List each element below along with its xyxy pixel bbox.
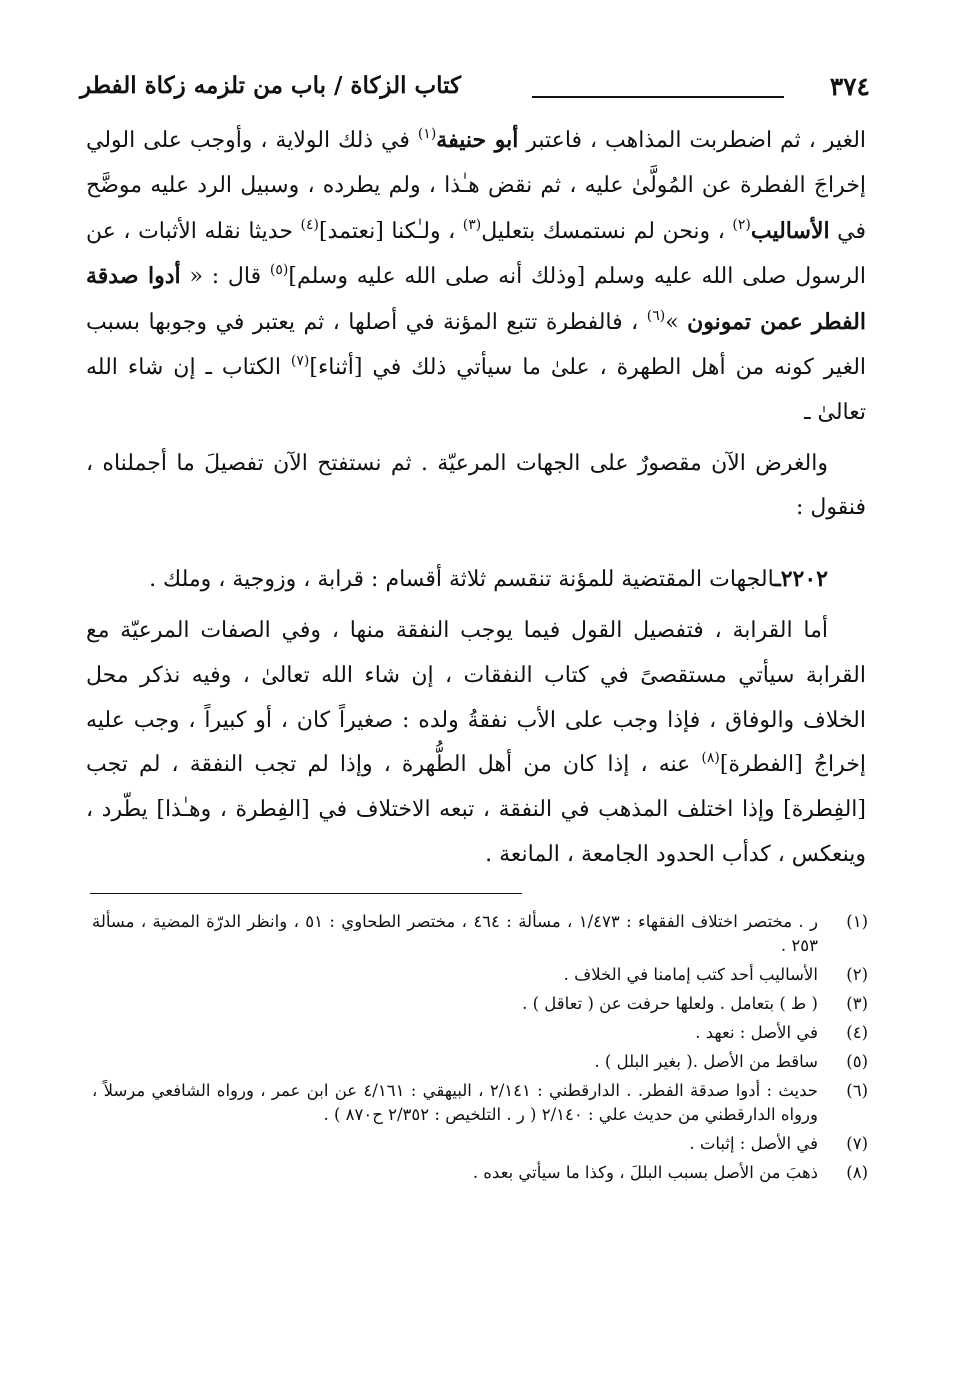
footnote-ref: (٥) (269, 262, 289, 279)
emphasis-text: ٢٢٠٢ـ (774, 566, 828, 593)
footnote-ref: (٣) (462, 216, 482, 233)
paragraph (86, 118, 866, 436)
text-run: ، ولـٰكنا [نعتمد] (318, 218, 463, 244)
footnotes (92, 910, 868, 1190)
running-title: كتاب الزكاة / باب من تلزمه زكاة الفطر (80, 72, 462, 99)
paragraph (86, 609, 866, 878)
paragraph (86, 442, 866, 532)
text-run: عنه ، إذا كان من أهل الطُّهرة ، وإذا لم تجب النفقة ، لم تجب [الفِطرة] وإذا اختلف المذهب في النفقة ، تبعه الاختلاف في [الفِطرة ، وهـٰذا] يطّرد ، وينعكس ، كدأب الحدود الجامعة ، المانعة . (86, 752, 866, 867)
footnote-number: (٦) (846, 1081, 868, 1100)
footnote-text: في الأصل : إثبات . (689, 1134, 818, 1153)
text-run: قال : « (180, 264, 270, 290)
emphasis-text: الأساليب (750, 217, 830, 244)
footnote (92, 1161, 868, 1185)
footnote (92, 992, 868, 1016)
footnote-number: (٨) (846, 1163, 868, 1182)
footnote-number: (٢) (846, 965, 868, 984)
footnote-number: (٣) (846, 994, 868, 1013)
page-number: ٣٧٤ (829, 72, 870, 101)
footnote-number: (٤) (846, 1023, 868, 1042)
footnote (92, 1021, 868, 1045)
footnote-divider (90, 893, 522, 894)
footnote-ref: (٦) (646, 308, 666, 325)
text-run: الجهات المقتضية للمؤنة تنقسم ثلاثة أقسام : قرابة ، وزوجية ، وملك . (149, 567, 775, 593)
footnote-text: ر . مختصر اختلاف الفقهاء : ١/٤٧٣ ، مسألة : ٤٦٤ ، مختصر الطحاوي : ٥١ ، وانظر الدرّة المضية ، مسألة ٢٥٣ . (92, 912, 818, 955)
footnote-ref: (٧) (290, 352, 310, 369)
text-run: الغير ، ثم اضطربت المذاهب ، فاعتبر (518, 128, 867, 153)
footnote-text: في الأصل : نعهد . (695, 1023, 818, 1042)
footnote-ref: (٨) (701, 750, 720, 767)
footnote-ref: (٢) (732, 216, 751, 233)
footnote-text: الأساليب أحد كتب إمامنا في الخلاف . (563, 965, 818, 984)
text-run: ، ونحن لم نستمسك بتعليل (481, 218, 733, 244)
footnote (92, 963, 868, 987)
text-run: والغرض الآن مقصورٌ على الجهات المرعيّة . ثم نستفتح الآن تفصيلَ ما أجملناه ، فنقول : (86, 450, 866, 521)
footnote-text: ( ط ) بتعامل . ولعلها حرفت عن ( تعاقل ) . (522, 994, 818, 1013)
footnote (92, 1132, 868, 1156)
footnote-ref: (١) (417, 126, 437, 142)
paragraph (86, 557, 866, 603)
footnote-text: ساقط من الأصل .( بغير البلل ) . (594, 1052, 818, 1071)
text-run: أما القرابة ، فتفصيل القول فيما يوجب النفقة منها ، وفي الصفات المرعيّة مع القرابة سيأتي مستقصىً في كتاب النفقات ، إن شاء الله تعالىٰ ، وفيه نذكر محل الخلاف والوفاق ، فإذا وجب على الأب نفقةُ ولده : صغيراً كان ، أو كبيراً ، وجب عليه إخراجُ [الفطرة] (86, 617, 866, 778)
footnote-text: ذهبَ من الأصل بسبب البللَ ، وكذا ما سيأتي بعده . (472, 1163, 818, 1182)
footnote-number: (١) (846, 912, 868, 931)
footnote (92, 1050, 868, 1074)
footnote-ref: (٤) (300, 216, 319, 233)
header-rule (532, 96, 784, 98)
footnote (92, 910, 868, 958)
main-text (86, 118, 866, 878)
footnote-text: حديث : أدوا صدقة الفطر. . الدارقطني : ٢/١٤١ ، البيهقي : ٤/١٦١ عن ابن عمر ، ورواه الشافعي مرسلاً ، ورواه الدارقطني من حديث علي : ٢/١٤٠ ( ر . التلخيص : ٢/٣٥٢ ح٨٧٠ ) . (92, 1081, 819, 1124)
footnote-number: (٥) (846, 1052, 868, 1071)
page-header (80, 72, 870, 118)
text-run: ، فالفطرة تتبع المؤنة في أصلها ، ثم يعتبر في وجوبها بسبب الغير كونه من أهل الطهرة ، علىٰ ما سيأتي ذلك في [أثناء] (86, 310, 867, 380)
emphasis-text: أدوا صدقة الفطر عمن تمونون (86, 263, 866, 336)
footnote-number: (٧) (846, 1134, 868, 1153)
text-run: حديثا نقله الأثبات ، عن الرسول صلى الله عليه وسلم [وذلك أنه صلى الله عليه وسلم] (86, 218, 866, 290)
text-run: في ذلك الولاية ، وأوجب على الولي إخراجَ الفطرة عن المُولَّىٰ عليه ، ثم نقض هـٰذا ، ولم يطرده ، وسبيل الرد عليه موضَّح في (86, 128, 867, 244)
text-run: الكتاب ـ إن شاء الله تعالىٰ ـ (86, 354, 866, 425)
footnote (92, 1079, 868, 1127)
text-run: » (665, 310, 688, 336)
emphasis-text: أبو حنيفة (436, 127, 519, 153)
